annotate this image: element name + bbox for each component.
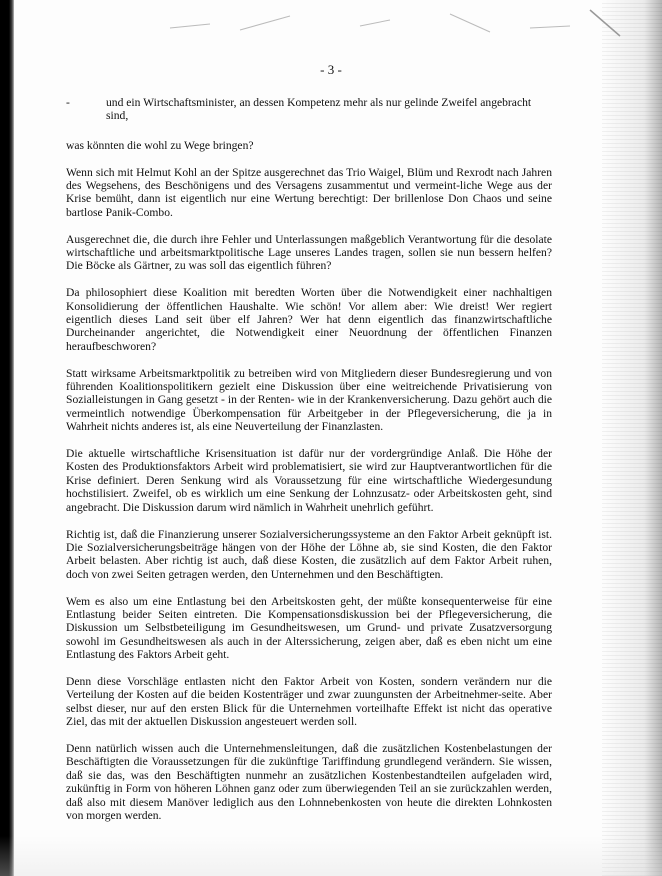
list-item-text: und ein Wirtschaftsminister, an dessen Kompetenz mehr als nur gelinde Zweifel angebracht sind, <box>106 96 532 123</box>
scan-left-edge <box>0 0 14 876</box>
paragraph: Die aktuelle wirtschaftliche Krisensituation ist dafür nur der vordergründige Anlaß. Die Höhe der Kosten des Produktionsfaktors Arbeit wird problematisiert, sie wird zur Hauptverantwortlichen für die Krise definiert. Deren Senkung wird als Voraussetzung für eine wirtschaftliche Wiedergesundung hochstilisiert. Zweifel, ob es wirklich um eine Senkung der Lohnzusatz- oder Arbeitskosten geht, sind angebracht. Die Diskussion darum wird nämlich in Wahrheit unehrlich geführt. <box>66 447 552 514</box>
list-dash: - <box>66 96 70 109</box>
scan-right-edge <box>602 0 662 876</box>
list-item <box>66 96 552 123</box>
paragraph: Da philosophiert diese Koalition mit beredten Worten über die Notwendigkeit einer nachhaltigen Konsolidierung der öffentlichen Haushalte. Wie schön! Vor allem aber: Wie dreist! Wer regiert eigentlich dieses Land seit über elf Jahren? Wer hat denn eigentlich das finanzwirtschaftliche Durcheinander angerichtet, die Notwendigkeit einer Neuordnung der öffentlichen Finanzen heraufbeschworen? <box>66 286 552 353</box>
scan-bottom-edge <box>0 836 662 876</box>
paragraph: Denn natürlich wissen auch die Unternehmensleitungen, daß die zusätzlichen Kostenbelastungen der Beschäftigten die Voraussetzungen für die zukünftige Tariffindung grundlegend verändern. Sie wissen, daß sie das, was den Beschäftigten nunmehr an zusätzlichen Kostenbestandteilen aufgeladen wird, zukünftig in Form von höheren Löhnen ganz oder zum überwiegenden Teil an sie zurückzahlen werden, daß also mit diesem Manöver lediglich aus den Lohnnebenkosten von heute die direkten Lohnkosten von morgen werden. <box>66 741 552 822</box>
paragraph: Ausgerechnet die, die durch ihre Fehler und Unterlassungen maßgeblich Verantwortung für die desolate wirtschaftliche und arbeitsmarktpolitische Lage unseres Landes tragen, sollen sie nun bessern helfen? Die Böcke als Gärtner, zu was soll das eigentlich führen? <box>66 232 552 273</box>
page-number: - 3 - <box>320 62 342 77</box>
paragraph: Richtig ist, daß die Finanzierung unserer Sozialversicherungssysteme an den Faktor Arbeit geknüpft ist. Die Sozialversicherungsbeiträge hängen von der Höhe der Löhne ab, sie sind Kosten, die den Faktor Arbeit belasten. Aber richtig ist auch, daß diese Kosten, die zusätzlich auf dem Faktor Arbeit ruhen, doch von zwei Seiten getragen werden, den Unternehmen und den Beschäftigten. <box>66 527 552 581</box>
paragraph: was könnten die wohl zu Wege bringen? <box>66 138 254 152</box>
paragraph: Wenn sich mit Helmut Kohl an der Spitze ausgerechnet das Trio Waigel, Blüm und Rexrodt nach Jahren des Wegsehens, des Beschönigens und des Versagens zusammentut und vermeint-liche Wege aus der Krise bemüht, dann ist eigentlich nur eine Wertung berechtigt: Der brillenlose Don Chaos und seine bartlose Panik-Combo. <box>66 165 552 219</box>
document-body <box>66 96 552 836</box>
scan-top-artifacts <box>150 6 630 40</box>
paragraph: Denn diese Vorschläge entlasten nicht den Faktor Arbeit von Kosten, sondern verändern nur die Verteilung der Kosten auf die beiden Kostenträger und zwar zuungunsten der Arbeitnehmer-seite. Aber selbst dieser, nur auf den ersten Blick für die Unternehmen vorteilhafte Effekt ist nicht das operative Ziel, das mit der aktuellen Diskussion angesteuert werden soll. <box>66 674 552 729</box>
paragraph: Statt wirksame Arbeitsmarktpolitik zu betreiben wird von Mitgliedern dieser Bundesregierung und von führenden Koalitionspolitikern gezielt eine Diskussion über eine weitreichende Privatisierung von Sozialleistungen in Gang gesetzt - in der Renten- wie in der Krankenversicherung. Dazu gehört auch die vermeintlich notwendige Überkompensation für Arbeitgeber in der Pflegeversicherung, die ja in Wahrheit nichts anderes ist, als eine Neuverteilung der Finanzlasten. <box>66 366 552 434</box>
paragraph: Wem es also um eine Entlastung bei den Arbeitskosten geht, der müßte konsequenterweise für eine Entlastung beider Seiten eintreten. Die Kompensationsdiskussion bei der Pflegeversicherung, die Diskussion um Selbstbeteiligung im Gesundheitswesen, um Grund- und private Zusatzversorgung sowohl im Gesundheitswesen als auch in der Alterssicherung, zeigen aber, daß es eben nicht um eine Entlastung des Faktors Arbeit geht. <box>66 594 552 662</box>
